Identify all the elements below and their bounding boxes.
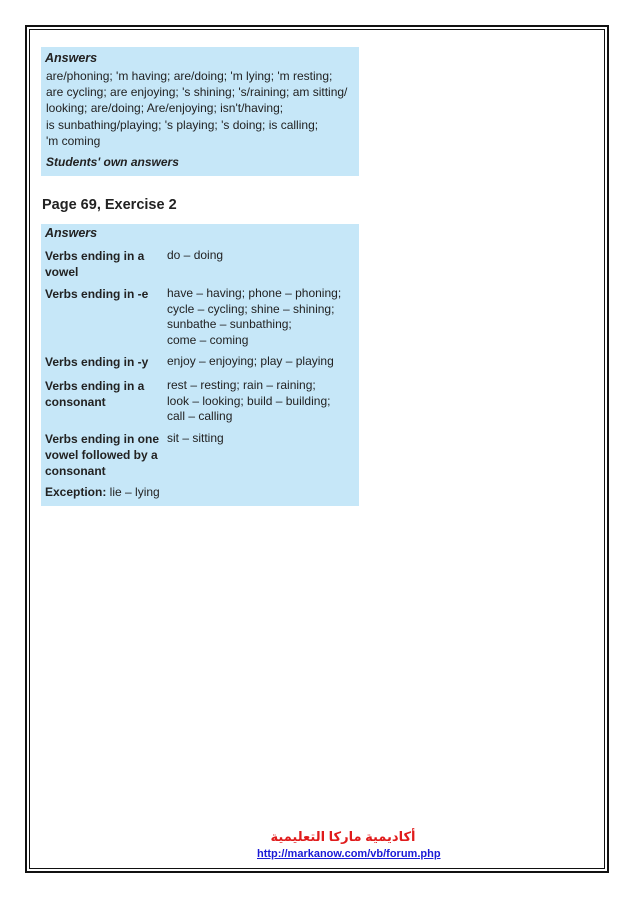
verb-example-line: look – looking; build – building; — [167, 393, 331, 408]
verb-example-line: come – coming — [167, 332, 249, 347]
answer-line: looking; are/doing; Are/enjoying; isn't/having; — [46, 101, 284, 116]
verb-example-line: have – having; phone – phoning; — [167, 286, 342, 300]
verb-answers-box — [41, 224, 359, 506]
footer-academy-text: أكاديمية ماركا التعليمية — [270, 829, 416, 844]
exception-line — [45, 485, 160, 499]
own-answers-note: Students' own answers — [46, 155, 179, 169]
verb-row-label: Verbs ending in -y — [45, 355, 149, 369]
verb-example-line: do – doing — [167, 248, 224, 262]
answers-box — [41, 47, 359, 176]
verb-row-examples — [167, 378, 357, 425]
answer-line: 'm coming — [46, 133, 101, 148]
answer-line: is sunbathing/playing; 's playing; 's doing; is calling; — [46, 117, 319, 132]
verb-example-line: call – calling — [167, 409, 233, 423]
verb-example-line: sit – sitting — [167, 431, 224, 445]
exercise-title: Page 69, Exercise 2 — [42, 197, 177, 213]
verb-example-line: enjoy – enjoying; play – playing — [167, 354, 334, 368]
verb-example-line: cycle – cycling; shine – shining; — [167, 301, 335, 316]
answers-heading: Answers — [45, 51, 98, 65]
verb-example-line: rest – resting; rain – raining; — [167, 378, 316, 392]
verb-row-examples — [167, 248, 357, 264]
verb-row-examples — [167, 286, 357, 348]
verb-answers-heading: Answers — [45, 226, 98, 240]
verb-row-examples — [167, 431, 357, 447]
answer-line: are/phoning; 'm having; are/doing; 'm lying; 'm resting; — [46, 69, 333, 83]
exception-label: Exception: — [45, 485, 107, 499]
verb-example-line: sunbathe – sunbathing; — [167, 317, 292, 331]
verb-row-label: Verbs ending in a consonant — [45, 379, 145, 409]
footer-forum-link[interactable]: http://markanow.com/vb/forum.php — [257, 848, 441, 860]
footer-academy-name — [0, 829, 636, 845]
verb-row-examples — [167, 354, 357, 370]
answer-line: are cycling; are enjoying; 's shining; 's/raining; am sitting/ — [46, 85, 348, 100]
exception-value: lie – lying — [106, 485, 160, 499]
answer-lines — [46, 68, 358, 149]
verb-row-label: Verbs ending in -e — [45, 287, 149, 301]
verb-row-label: Verbs ending in one vowel followed by a consonant — [45, 432, 160, 478]
verb-row-label: Verbs ending in a vowel — [45, 249, 145, 279]
